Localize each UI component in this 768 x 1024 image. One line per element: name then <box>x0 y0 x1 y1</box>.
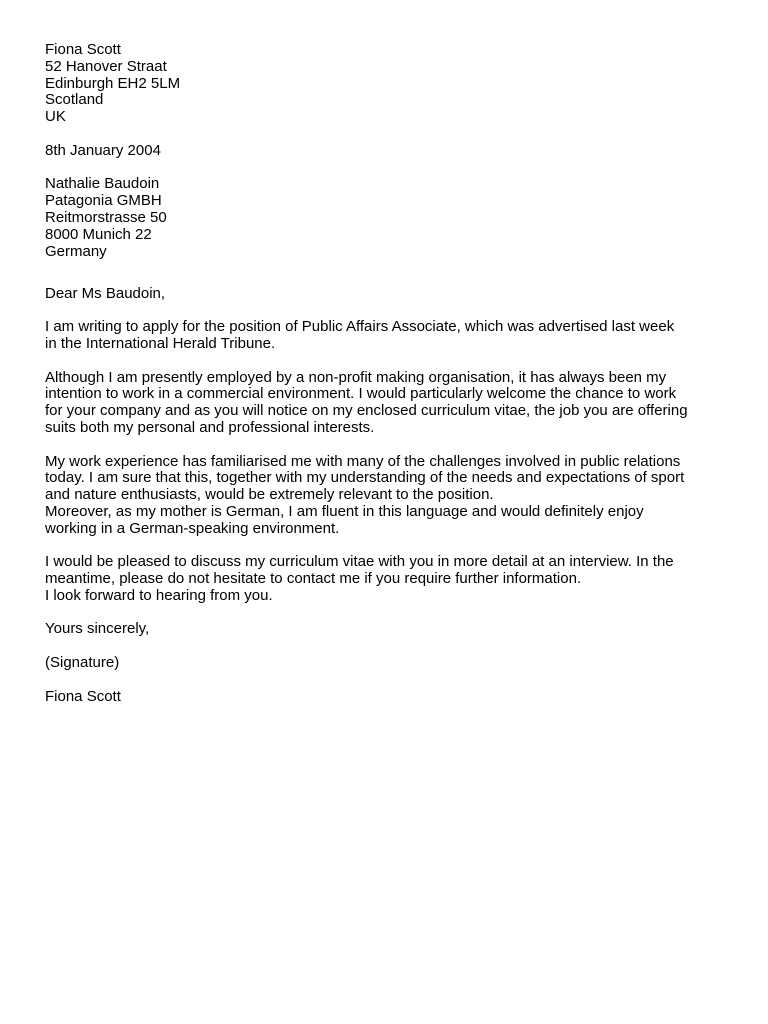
sender-address-line: 52 Hanover Straat <box>45 57 167 75</box>
closing: Yours sincerely, <box>45 620 150 638</box>
body-paragraph <box>45 454 735 538</box>
letter-date: 8th January 2004 <box>45 141 161 159</box>
paragraph-line: in the International Herald Tribune. <box>45 334 276 352</box>
sender-address-line: Edinburgh EH2 5LM <box>45 74 181 92</box>
recipient-company: Patagonia GMBH <box>45 192 162 210</box>
sender-address-line: Scotland <box>45 91 104 109</box>
recipient-address-line: 8000 Munich 22 <box>45 225 152 243</box>
paragraph-line: Moreover, as my mother is German, I am fluent in this language and would definitely enjoy <box>45 502 644 520</box>
paragraph-line: My work experience has familiarised me with many of the challenges involved in public relations <box>45 452 681 470</box>
paragraph-line: I would be pleased to discuss my curriculum vitae with you in more detail at an interview. In the <box>45 553 674 571</box>
recipient-name: Nathalie Baudoin <box>45 175 160 193</box>
recipient-address-block <box>45 176 735 260</box>
paragraph-line: and nature enthusiasts, would be extremely relevant to the position. <box>45 486 494 504</box>
body-paragraph <box>45 370 735 437</box>
sender-name: Fiona Scott <box>45 41 121 58</box>
body-paragraph <box>45 319 735 353</box>
paragraph-line: I am writing to apply for the position of Public Affairs Associate, which was advertised last week <box>45 318 675 336</box>
salutation-block <box>45 286 735 303</box>
salutation: Dear Ms Baudoin, <box>45 284 166 302</box>
signoff-block <box>45 689 735 706</box>
paragraph-line: for your company and as you will notice on my enclosed curriculum vitae, the job you are offering <box>45 402 688 420</box>
closing-block <box>45 621 735 638</box>
body-paragraph <box>45 554 735 604</box>
paragraph-line: today. I am sure that this, together with my understanding of the needs and expectations of sport <box>45 469 685 487</box>
signature-placeholder: (Signature) <box>45 654 120 672</box>
paragraph-line: meantime, please do not hesitate to contact me if you require further information. <box>45 570 582 588</box>
sender-address-block <box>45 42 735 126</box>
paragraph-line: intention to work in a commercial environment. I would particularly welcome the chance to work <box>45 385 677 403</box>
paragraph-line: I look forward to hearing from you. <box>45 586 273 604</box>
paragraph-line: Although I am presently employed by a non-profit making organisation, it has always been my <box>45 368 667 386</box>
paragraph-line: working in a German-speaking environment. <box>45 519 340 537</box>
letter-date-block <box>45 143 735 160</box>
signoff-name: Fiona Scott <box>45 687 121 705</box>
cover-letter <box>45 42 735 722</box>
paragraph-line: suits both my personal and professional interests. <box>45 418 375 436</box>
sender-address-line: UK <box>45 108 66 126</box>
signature-block <box>45 655 735 672</box>
recipient-address-line: Reitmorstrasse 50 <box>45 208 167 226</box>
recipient-address-line: Germany <box>45 242 107 260</box>
